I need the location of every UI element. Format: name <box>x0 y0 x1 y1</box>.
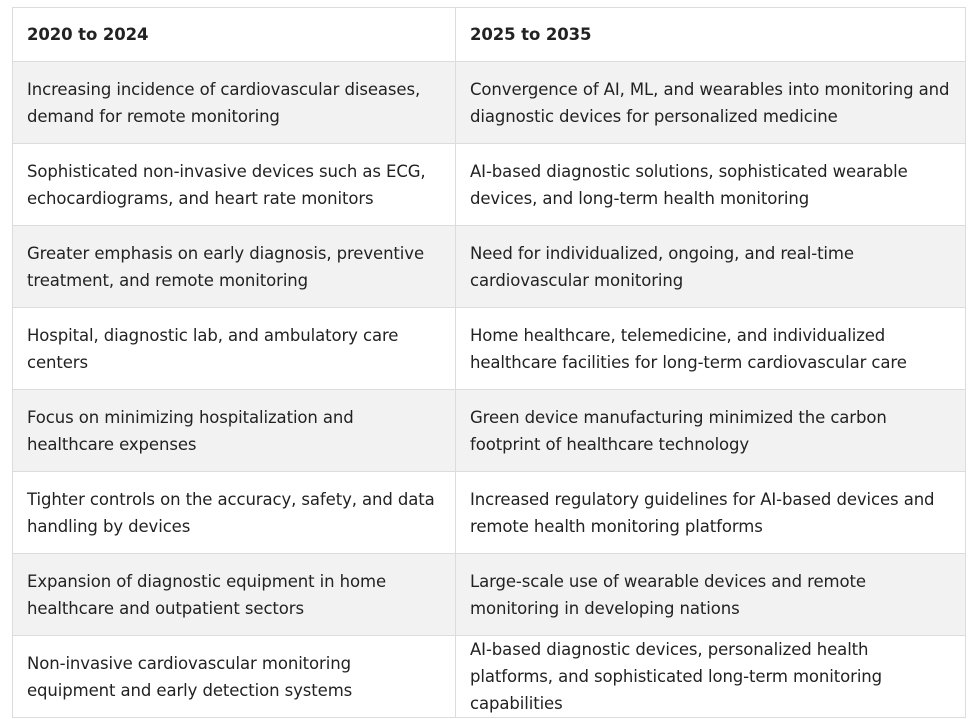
cell-2020-2024: Focus on minimizing hospitalization and healthcare expenses <box>13 390 456 472</box>
header-row <box>13 8 966 62</box>
table-row <box>13 308 966 390</box>
cell-2020-2024: Increasing incidence of cardiovascular diseases, demand for remote monitoring <box>13 62 456 144</box>
cell-2025-2035: AI-based diagnostic devices, personalized health platforms, and sophisticated long-term monitoring capabilities <box>456 636 966 718</box>
comparison-table <box>12 7 966 718</box>
cell-2020-2024: Tighter controls on the accuracy, safety, and data handling by devices <box>13 472 456 554</box>
cell-2025-2035: Need for individualized, ongoing, and real-time cardiovascular monitoring <box>456 226 966 308</box>
cell-2025-2035: Home healthcare, telemedicine, and individualized healthcare facilities for long-term cardiovascular care <box>456 308 966 390</box>
cell-2020-2024: Expansion of diagnostic equipment in home healthcare and outpatient sectors <box>13 554 456 636</box>
cell-2025-2035: AI-based diagnostic solutions, sophisticated wearable devices, and long-term health monitoring <box>456 144 966 226</box>
cell-2025-2035: Convergence of AI, ML, and wearables into monitoring and diagnostic devices for personalized medicine <box>456 62 966 144</box>
cell-2020-2024: Hospital, diagnostic lab, and ambulatory care centers <box>13 308 456 390</box>
table-row <box>13 636 966 718</box>
cell-2025-2035: Green device manufacturing minimized the carbon footprint of healthcare technology <box>456 390 966 472</box>
table-row <box>13 144 966 226</box>
table-row <box>13 226 966 308</box>
header-2020-2024: 2020 to 2024 <box>13 8 456 62</box>
table-row <box>13 472 966 554</box>
table-row <box>13 390 966 472</box>
cell-2020-2024: Sophisticated non-invasive devices such as ECG, echocardiograms, and heart rate monitors <box>13 144 456 226</box>
cell-2025-2035: Increased regulatory guidelines for AI-based devices and remote health monitoring platforms <box>456 472 966 554</box>
cell-2020-2024: Non-invasive cardiovascular monitoring equipment and early detection systems <box>13 636 456 718</box>
cell-2025-2035: Large-scale use of wearable devices and remote monitoring in developing nations <box>456 554 966 636</box>
table-row <box>13 62 966 144</box>
cell-2020-2024: Greater emphasis on early diagnosis, preventive treatment, and remote monitoring <box>13 226 456 308</box>
table-row <box>13 554 966 636</box>
header-2025-2035: 2025 to 2035 <box>456 8 966 62</box>
